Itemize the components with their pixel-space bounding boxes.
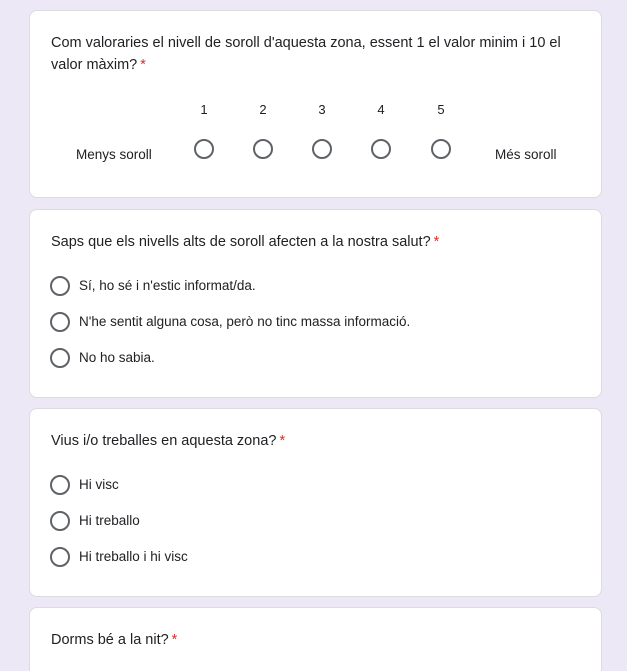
scale-number-1: 1 <box>200 102 208 117</box>
option-work-and-live[interactable] <box>50 545 581 569</box>
required-asterisk: * <box>140 57 146 73</box>
scale-radio-5[interactable] <box>431 139 451 159</box>
option-did-not-know[interactable] <box>50 346 581 370</box>
question-title <box>51 231 581 253</box>
radio-button[interactable] <box>50 511 70 531</box>
question-text: Dorms bé a la nit? <box>51 632 169 648</box>
question-text: Saps que els nivells alts de soroll afecten a la nostra salut? <box>51 234 431 250</box>
radio-button[interactable] <box>50 312 70 332</box>
required-asterisk: * <box>279 433 286 449</box>
question-card-health-awareness <box>29 209 602 398</box>
scale-radio-3[interactable] <box>312 139 332 159</box>
scale-radio-2[interactable] <box>253 139 273 159</box>
option-label: N'he sentit alguna cosa, però no tinc massa informació. <box>79 314 411 329</box>
scale-max-label: Més soroll <box>495 147 557 162</box>
option-informed[interactable] <box>50 274 581 298</box>
option-label: No ho sabia. <box>79 350 155 365</box>
required-asterisk: * <box>171 632 178 648</box>
question-card-noise-level <box>29 10 602 198</box>
scale-number-5: 5 <box>437 102 445 117</box>
scale-number-2: 2 <box>259 102 267 117</box>
scale-number-4: 4 <box>377 102 385 117</box>
option-label: Sí, ho sé i n'estic informat/da. <box>79 278 256 293</box>
radio-button[interactable] <box>50 276 70 296</box>
question-title <box>51 430 581 452</box>
question-card-sleep <box>29 607 602 671</box>
scale-radio-4[interactable] <box>371 139 391 159</box>
radio-button[interactable] <box>50 475 70 495</box>
question-title <box>51 629 581 651</box>
option-label: Hi visc <box>79 477 119 492</box>
scale-number-3: 3 <box>318 102 326 117</box>
option-work-here[interactable] <box>50 509 581 533</box>
option-heard-something[interactable] <box>50 310 581 334</box>
option-label: Hi treballo i hi visc <box>79 549 188 564</box>
radio-button[interactable] <box>50 547 70 567</box>
required-asterisk: * <box>433 234 440 250</box>
scale-radio-1[interactable] <box>194 139 214 159</box>
option-live-here[interactable] <box>50 473 581 497</box>
option-label: Hi treballo <box>79 513 140 528</box>
question-card-live-work <box>29 408 602 597</box>
radio-button[interactable] <box>50 348 70 368</box>
question-title <box>51 32 581 76</box>
scale-min-label: Menys soroll <box>76 147 152 162</box>
question-text: Vius i/o treballes en aquesta zona? <box>51 433 277 449</box>
question-text: Com valoraries el nivell de soroll d'aquesta zona, essent 1 el valor minim i 10 el valor màxim? <box>51 35 561 73</box>
